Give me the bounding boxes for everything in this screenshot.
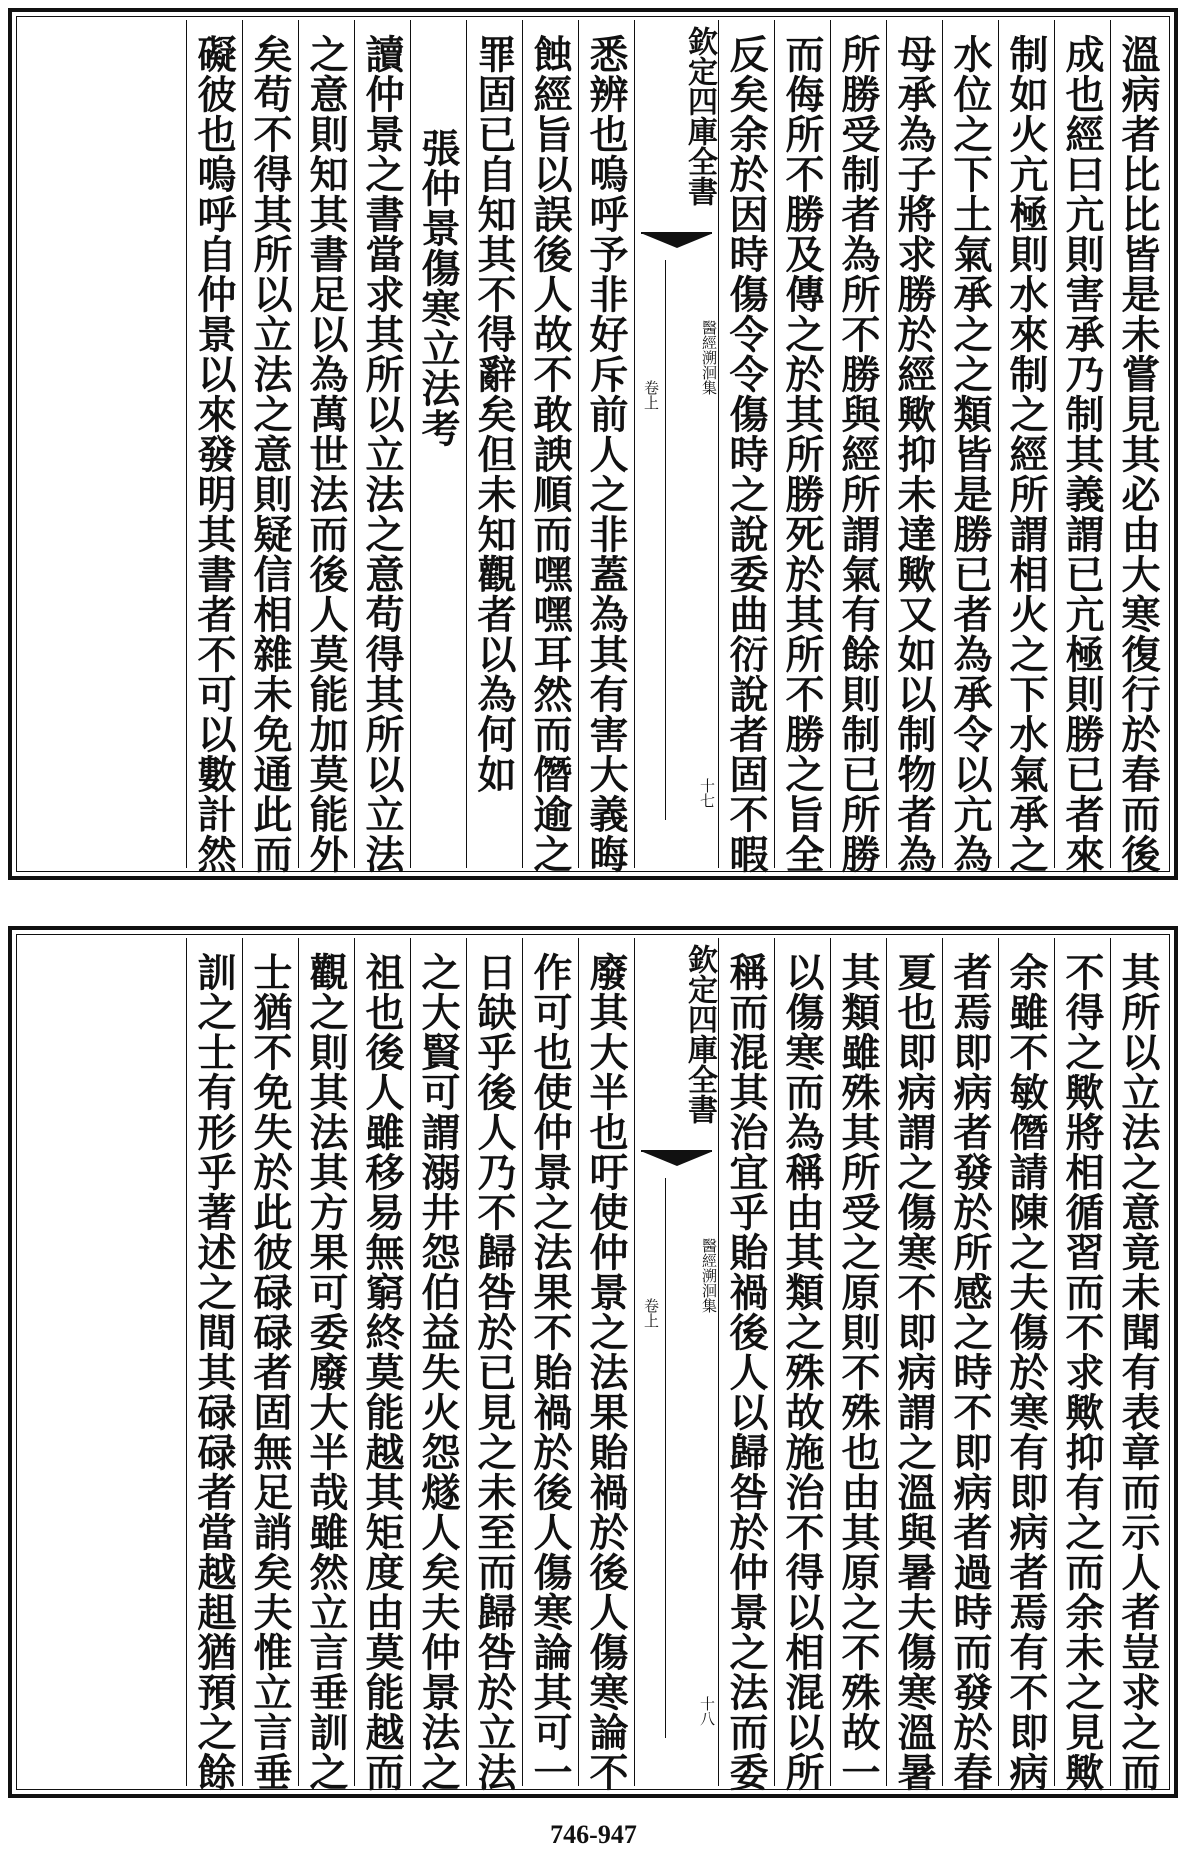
text-column xyxy=(410,938,466,1792)
column-text: 夏也即病謂之傷寒不即病謂之溫與暑夫傷寒溫暑 xyxy=(891,952,937,1792)
book-title: 醫經溯洄集 xyxy=(700,320,718,395)
text-column xyxy=(1054,20,1110,874)
text-column xyxy=(298,938,354,1792)
fishtail-mark xyxy=(641,1150,712,1174)
text-column xyxy=(354,20,410,874)
folio-number: 十八 xyxy=(698,1696,716,1726)
text-column xyxy=(522,20,578,874)
column-text: 廢其大半也吁使仲景之法果貽禍於後人傷寒論不 xyxy=(583,952,629,1792)
folio-number: 十七 xyxy=(698,778,716,808)
collection-title: 欽定四庫全書 xyxy=(682,944,717,1124)
column-text: 矣苟不得其所以立法之意則疑信相雜未免通此而 xyxy=(247,34,293,874)
text-column xyxy=(242,20,298,874)
column-text: 以傷寒而為稱由其類之殊故施治不得以相混以所 xyxy=(779,952,825,1792)
section-heading-column xyxy=(410,20,466,868)
text-column xyxy=(1110,938,1166,1792)
column-text: 悉辨也嗚呼予非好斥前人之非蓋為其有害大義晦 xyxy=(583,34,629,874)
text-column xyxy=(718,938,774,1792)
text-column xyxy=(186,938,242,1792)
text-column xyxy=(774,938,830,1792)
column-text: 士猶不免失於此彼碌碌者固無足誚矣夫惟立言垂 xyxy=(247,952,293,1792)
column-text: 所勝受制者為所不勝與經所謂氣有餘則制已所勝 xyxy=(835,34,881,874)
column-text: 之大賢可謂溺井怨伯益失火怨燧人矣夫仲景法之 xyxy=(415,952,461,1792)
text-column xyxy=(830,20,886,874)
column-text: 蝕經旨以誤後人故不敢諛順而嘿嘿耳然而僭逾之 xyxy=(527,34,573,874)
column-text: 其類雖殊其所受之原則不殊也由其原之不殊故一 xyxy=(835,952,881,1792)
column-text: 讀仲景之書當求其所以立法之意苟得其所以立法 xyxy=(359,34,405,874)
column-text: 罪固已自知其不得辭矣但未知觀者以為何如 xyxy=(471,34,517,794)
center-fold xyxy=(634,938,718,1786)
column-text: 之意則知其書足以為萬世法而後人莫能加莫能外 xyxy=(303,34,349,874)
column-text: 者焉即病者發於所感之時不即病者過時而發於春 xyxy=(947,952,993,1792)
column-text: 祖也後人雖移易無窮終莫能越其矩度由莫能越而 xyxy=(359,952,405,1792)
text-column xyxy=(466,20,522,868)
volume-label: 卷上 xyxy=(642,1298,660,1328)
book-title: 醫經溯洄集 xyxy=(700,1238,718,1313)
text-column xyxy=(942,20,998,874)
column-text: 不得之歟將相循習而不求歟抑有之而余未之見歟 xyxy=(1059,952,1105,1792)
bottom-columns xyxy=(186,938,1166,1792)
column-text: 溫病者比比皆是未嘗見其必由大寒復行於春而後 xyxy=(1115,34,1161,874)
text-column xyxy=(522,938,578,1792)
text-column xyxy=(1054,938,1110,1792)
column-text: 作可也使仲景之法果不貽禍於後人傷寒論其可一 xyxy=(527,952,573,1792)
column-text: 稱而混其治宜乎貽禍後人以歸咎於仲景之法而委 xyxy=(723,952,769,1792)
text-column xyxy=(774,20,830,874)
collection-title: 欽定四庫全書 xyxy=(682,26,717,206)
column-text: 水位之下土氣承之之類皆是勝已者為承令以亢為 xyxy=(947,34,993,874)
text-column xyxy=(578,938,634,1792)
column-text: 母承為子將求勝於經歟抑未達歟又如以制物者為 xyxy=(891,34,937,874)
column-text: 礙彼也嗚呼自仲景以來發明其書者不可以數計然 xyxy=(191,34,237,874)
column-text: 觀之則其法其方果可委廢大半哉雖然立言垂訓之 xyxy=(303,952,349,1792)
top-columns xyxy=(186,20,1166,874)
column-text: 反矣余於因時傷令令傷時之說委曲衍說者固不暇 xyxy=(723,34,769,874)
column-text: 日缺乎後人乃不歸咎於已見之未至而歸咎於立法 xyxy=(471,952,517,1792)
top-page xyxy=(8,8,1178,880)
text-column xyxy=(354,938,410,1792)
text-column xyxy=(942,938,998,1792)
bottom-page xyxy=(8,926,1178,1798)
text-column xyxy=(998,20,1054,874)
column-text: 其所以立法之意竟未聞有表章而示人者豈求之而 xyxy=(1115,952,1161,1792)
text-column xyxy=(298,20,354,874)
text-column xyxy=(466,938,522,1792)
column-text: 余雖不敏僭請陳之夫傷於寒有即病者焉有不即病 xyxy=(1003,952,1049,1792)
center-fold xyxy=(634,20,718,868)
text-column xyxy=(718,20,774,874)
page-number: 746-947 xyxy=(550,1820,637,1849)
section-heading: 張仲景傷寒立法考 xyxy=(415,128,461,448)
text-column xyxy=(830,938,886,1792)
text-column xyxy=(886,20,942,874)
column-text: 制如火亢極則水來制之經所謂相火之下水氣承之 xyxy=(1003,34,1049,874)
text-column xyxy=(186,20,242,874)
text-column xyxy=(1110,20,1166,874)
text-column xyxy=(242,938,298,1792)
text-column xyxy=(578,20,634,874)
column-text: 而侮所不勝及傳之於其所勝死於其所不勝之旨全 xyxy=(779,34,825,874)
column-text: 訓之士有形乎著述之間其碌碌者當越趄猶預之餘 xyxy=(191,952,237,1792)
column-text: 成也經曰亢則害承乃制其義謂已亢極則勝已者來 xyxy=(1059,34,1105,874)
fishtail-mark xyxy=(641,232,712,256)
text-column xyxy=(886,938,942,1792)
volume-label: 卷上 xyxy=(642,380,660,410)
text-column xyxy=(998,938,1054,1792)
